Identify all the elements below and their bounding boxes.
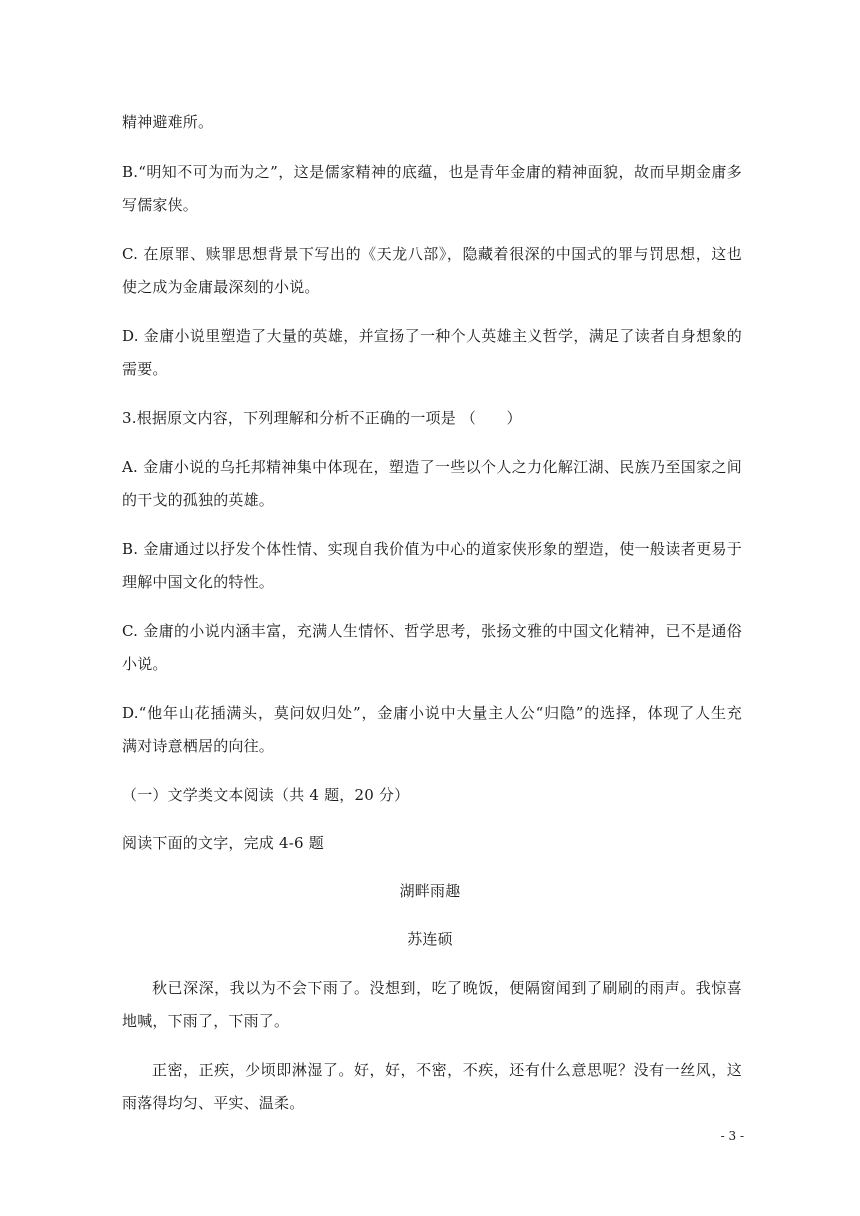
paragraph-2-line1: 正密，正疾，少顷即淋湿了。好，好，不密，不疾，还有什么意思呢？没有一丝风，这 [152,1061,742,1079]
option-b-q2-line1: B.“明知不可为而为之”，这是儒家精神的底蕴，也是青年金庸的精神面貌，故而早期金庸多 [122,163,742,181]
option-d-q3-line2: 满对诗意栖居的向往。 [122,737,275,755]
option-b-q3-line1: B. 金庸通过以抒发个体性情、实现自我价值为中心的道家侠形象的塑造，使一般读者更易于 [122,540,742,558]
option-c-q2-line1: C. 在原罪、赎罪思想背景下写出的《天龙八部》，隐藏着很深的中国式的罪与罚思想，这也 [122,245,742,263]
option-a-q3-line1: A. 金庸小说的乌托邦精神集中体现在，塑造了一些以个人之力化解江湖、民族乃至国家之间 [122,458,742,476]
option-c-q3-line2: 小说。 [122,655,168,673]
option-c-q3-line1: C. 金庸的小说内涵丰富，充满人生情怀、哲学思考，张扬文雅的中国文化精神，已不是通俗 [122,622,742,640]
option-c-q2-line2: 使之成为金庸最深刻的小说。 [122,278,320,296]
option-d-q3-line1: D.“他年山花插满头，莫问奴归处”，金庸小说中大量主人公“归隐”的选择，体现了人生充 [122,704,742,722]
option-d-q2-line2: 需要。 [122,360,168,378]
option-b-q2-line2: 写儒家侠。 [122,196,199,214]
text-line: 精神避难所。 [122,113,214,131]
article-author: 苏连硕 [407,930,453,948]
paragraph-2-line2: 雨落得均匀、平实、温柔。 [122,1094,305,1112]
option-b-q3-line2: 理解中国文化的特性。 [122,573,275,591]
question-3: 3.根据原文内容，下列理解和分析不正确的一项是 （ ） [122,409,522,427]
reading-instruction: 阅读下面的文字，完成 4-6 题 [122,834,324,852]
option-a-q3-line2: 的干戈的孤独的英雄。 [122,491,275,509]
article-title: 湖畔雨趣 [399,882,461,900]
option-d-q2-line1: D. 金庸小说里塑造了大量的英雄，并宣扬了一种个人英雄主义哲学，满足了读者自身想象的 [122,327,742,345]
paragraph-1-line2: 地喊，下雨了，下雨了。 [122,1012,290,1030]
paragraph-1-line1: 秋已深深，我以为不会下雨了。没想到，吃了晚饭，便隔窗闻到了刷刷的雨声。我惊喜 [152,979,742,997]
section-heading: （一）文学类文本阅读（共 4 题，20 分） [122,786,410,804]
page-number: - 3 - [720,1129,744,1143]
